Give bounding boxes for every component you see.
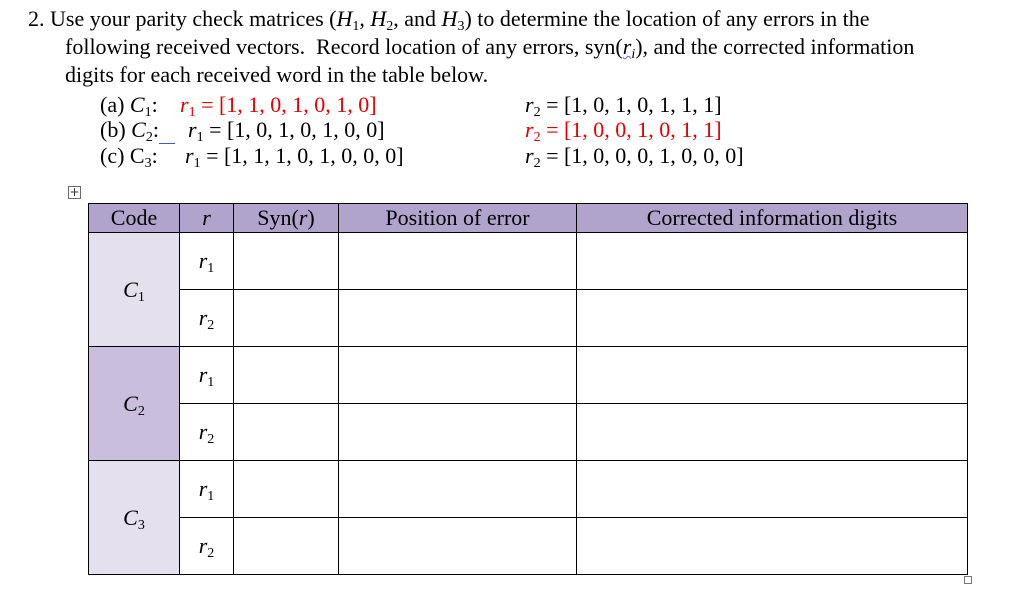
corrected-cell[interactable] (577, 233, 968, 290)
table-row (89, 404, 968, 461)
position-cell[interactable] (339, 233, 577, 290)
position-cell[interactable] (339, 461, 577, 518)
item-c-r2: $r_2 = [1$, 0, 0, 0, 1, 0, 0, 0] (525, 143, 744, 171)
syn-cell[interactable] (234, 347, 339, 404)
problem-line-2: following received vectors. Record location of any errors, $syn(r_i)$, and the corrected information (65, 34, 915, 62)
syn-cell[interactable] (234, 518, 339, 575)
table-row (89, 233, 968, 290)
corrected-cell[interactable] (577, 461, 968, 518)
position-cell[interactable] (339, 404, 577, 461)
code-cell-c1: $C_1$ (89, 233, 180, 347)
header-code: Code (89, 204, 180, 233)
syn-cell[interactable] (234, 461, 339, 518)
r-cell: $r_2$ (180, 290, 234, 347)
r-cell: $r_2$ (180, 518, 234, 575)
table-header-row (89, 204, 968, 233)
table-row (89, 461, 968, 518)
header-syn: Syn(r) (234, 204, 339, 233)
corrected-cell[interactable] (577, 404, 968, 461)
table-row (89, 290, 968, 347)
corrected-cell[interactable] (577, 518, 968, 575)
position-cell[interactable] (339, 518, 577, 575)
problem-line-1: 2. Use your parity check matrices ($H_1$, $H_2$, and $H_3$) to determine the location of any errors in the (28, 6, 870, 34)
position-cell[interactable] (339, 290, 577, 347)
position-cell[interactable] (339, 347, 577, 404)
item-a-label: (a) $C_1$: (100, 92, 169, 120)
blank-underline (159, 117, 176, 144)
corrected-cell[interactable] (577, 290, 968, 347)
header-corrected: Corrected information digits (577, 204, 968, 233)
r-cell: $r_2$ (180, 404, 234, 461)
r-cell: $r_1$ (180, 461, 234, 518)
code-cell-c3: $C_3$ (89, 461, 180, 575)
corrected-cell[interactable] (577, 347, 968, 404)
table-row (89, 518, 968, 575)
table-row (89, 347, 968, 404)
item-a-r1: $r_1 = [1$, 1, 0, 1, 0, 1, 0] (180, 92, 377, 120)
problem-line-3: digits for each received word in the table below. (65, 62, 489, 87)
item-c-label: (c) $C_3$: (100, 143, 169, 171)
syn-cell[interactable] (234, 404, 339, 461)
header-r: r (180, 204, 234, 233)
answer-table (88, 203, 968, 575)
header-position: Position of error (339, 204, 577, 233)
item-a-r2: $r_2 = [1$, 0, 1, 0, 1, 1, 1] (525, 92, 722, 120)
resize-handle-icon[interactable] (964, 576, 972, 584)
item-b-r1: $r_1 = [1$, 0, 1, 0, 1, 0, 0] (188, 117, 385, 145)
syn-cell[interactable] (234, 233, 339, 290)
item-b-r2: $r_2 = [1$, 0, 0, 1, 0, 1, 1] (525, 117, 722, 145)
item-b-label: (b) $C_2$: (100, 117, 175, 144)
code-cell-c2: $C_2$ (89, 347, 180, 461)
syn-cell[interactable] (234, 290, 339, 347)
r-cell: $r_1$ (180, 233, 234, 290)
r-cell: $r_1$ (180, 347, 234, 404)
move-handle-icon[interactable]: + (69, 185, 80, 199)
item-c-r1: $r_1 = [1$, 1, 1, 0, 1, 0, 0, 0] (185, 143, 404, 171)
